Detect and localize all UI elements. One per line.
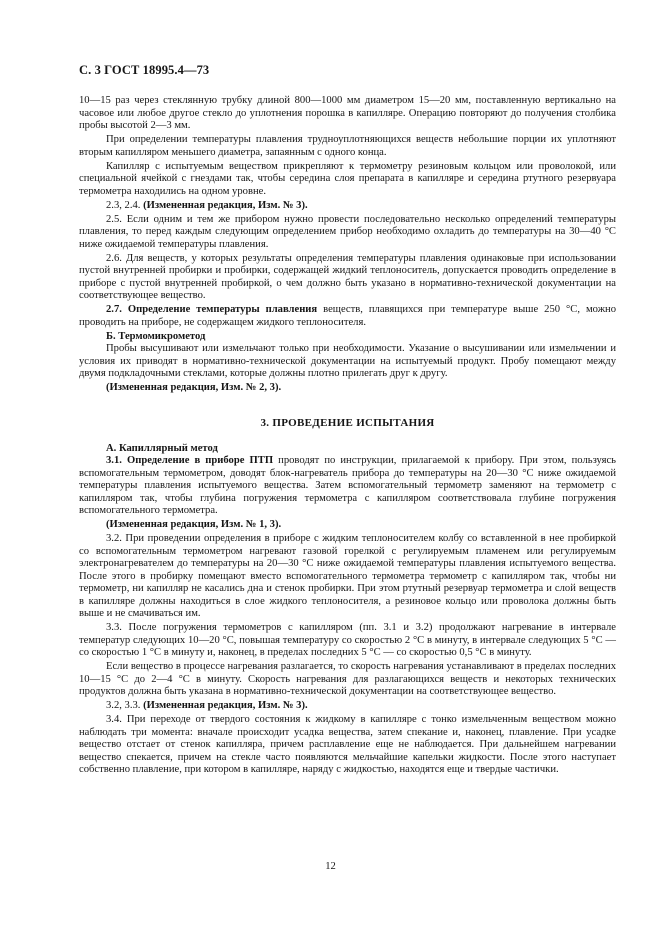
amendment-label: (Измененная редакция, Изм. № 1, 3). <box>106 519 282 530</box>
clause-number: 2.3, 2.4. <box>106 199 141 211</box>
paragraph: 3.3. После погружения термометров с капилляром (пп. 3.1 и 3.2) продолжают нагревание в интервале температур следующих 10—20 °С, повышая температуру со скоростью 2 °С в минуту, в интервале следующих 5 °С — со скоростью 1 °С в минуту и, наконец, в пределах последних 5 °С — со скоростью 0,5 °С в минуту. <box>79 622 616 658</box>
paragraph <box>79 304 616 329</box>
page-header: С. 3 ГОСТ 18995.4—73 <box>79 63 210 77</box>
paragraph <box>79 455 616 518</box>
clause-heading: 3.1. Определение в приборе ПТП <box>106 455 274 466</box>
paragraph: Если вещество в процессе нагревания разлагается, то скорость нагревания устанавливают в пределах последних 10—15 °С до 2—4 °С в минуту. Скорость нагревания для разлагающихся веществ и некоторых технических продуктов должна быть указана в нормативно-технической документации на соответствующее вещество. <box>79 661 616 697</box>
paragraph: При определении температуры плавления трудноуплотняющихся веществ небольшие порции их уплотняют вторым капилляром меньшего диаметра, запаянным с одного конца. <box>79 134 616 158</box>
page-number: 12 <box>325 861 336 872</box>
paragraph: Капилляр с испытуемым веществом прикрепляют к термометру резиновым кольцом или проволокой, или специальной ячейкой с гнездами так, чтобы середина слоя препарата в капилляре и середина ртутного резервуара термометра находились на одном уровне. <box>79 160 616 197</box>
amendment-note <box>79 200 616 213</box>
clause-heading: 2.7. Определение температуры плавления <box>106 304 318 315</box>
section-heading: 3. ПРОВЕДЕНИЕ ИСПЫТАНИЯ <box>260 416 435 429</box>
subsection-heading: Б. Термомикрометод <box>106 330 206 342</box>
page-body <box>79 95 616 778</box>
paragraph: 2.6. Для веществ, у которых результаты определения температуры плавления одинаковые при использовании пустой внутренней пробирки и пробирки, содержащей жидкий теплоноситель, допускается проводить определение в приборе с пустой внутренней пробиркой, о чем должно быть указано в нормативно-технической документации на соответствующее вещество. <box>79 252 616 301</box>
paragraph: 3.4. При переходе от твердого состояния к жидкому в капилляре с тонко измельченным веществом можно наблюдать три момента: вначале происходит усадка вещества, затем спекание и, наконец, плавление. При усадке вещество отстает от стенок капилляра, причем расплавление еще не наблюдается. При дальнейшем нагревании вещество спекается, причем на стекле часто появляются мельчайшие капельки жидкости. После этого наступает собственно плавление, при котором в капилляре, наряду с жидкостью, находятся еще и твердые частички. <box>79 714 616 775</box>
paragraph: 3.2. При проведении определения в приборе с жидким теплоносителем колбу со вставленной в нее пробиркой со вспомогательным термометром нагревают газовой горелкой с регулируемым пламенем или регулируемым электронагревателем до температуры на 20—30 °С ниже ожидаемой температуры плавления испытуемого вещества. После этого в пробирку помещают вместо вспомогательного термометра термометр с капилляром так, чтобы ни термометр, ни капилляр не касались дна и стенок пробирки. При этом ртутный резервуар термометра и слой веществ в капилляре должны находиться в слое жидкого теплоносителя, а резиновое кольцо или проволока должны быть выше и не смачиваться им. <box>79 533 616 619</box>
paragraph: Пробы высушивают или измельчают только при необходимости. Указание о высушивании или измельчении и условия их приводят в нормативно-технической документации на испытуемый продукт. Пробу помещают между двумя подкладочными стеклами, которые должны плотно прилегать друг к другу. <box>79 343 616 379</box>
amendment-label: (Измененная редакция, Изм. № 3). <box>143 700 308 711</box>
clause-number: 3.2, 3.3. <box>106 700 141 711</box>
amendment-label: (Измененная редакция, Изм. № 3). <box>143 199 308 211</box>
clause-text: веществ, плавящихся при температуре выше 250 °С, можно проводить на приборе, не содержащем жидкого теплоносителя. <box>79 304 616 328</box>
amendment-note <box>79 700 616 713</box>
paragraph: 10—15 раз через стеклянную трубку длиной 800—1000 мм диаметром 15—20 мм, поставленную вертикально на часовое или любое другое стекло до уплотнения порошка в капилляре. Операцию повторяют до получения столбика пробы высотой 2—3 мм. <box>79 95 616 131</box>
amendment-label: (Измененная редакция, Изм. № 2, 3). <box>106 382 282 393</box>
subsection-heading: А. Капиллярный метод <box>106 442 218 454</box>
paragraph: 2.5. Если одним и тем же прибором нужно провести последовательно несколько определений температуры плавления, то перед каждым следующим определением прибор необходимо охладить до температуры на 30—40 °С ниже ожидаемой температуры плавления. <box>79 213 616 250</box>
clause-text: проводят по инструкции, прилагаемой к прибору. При этом, пользуясь вспомогательным термометром, доводят блок-нагреватель прибора до температуры на 20—30 °С ниже ожидаемой температуры плавления испытуемого вещества. Затем вспомогательный термометр заменяют на термометр с капилляром так, чтобы глубина погружения термометра с капилляром соответствовала глубине погружения вспомогательного термометра. <box>79 455 616 516</box>
